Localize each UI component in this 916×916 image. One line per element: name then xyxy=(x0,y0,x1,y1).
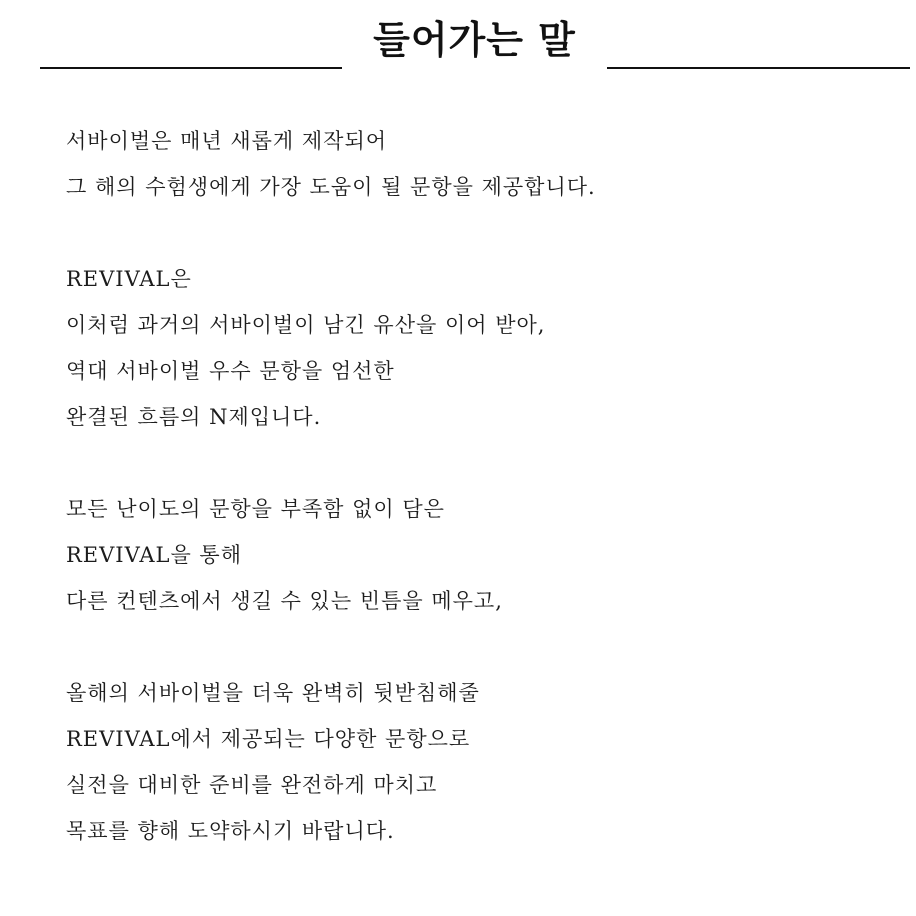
header-rule-right xyxy=(607,67,910,69)
text-line: REVIVAL에서 제공되는 다양한 문항으로 xyxy=(66,727,471,751)
text-line: REVIVAL은 xyxy=(66,267,192,291)
page-title: 들어가는 말 xyxy=(373,18,576,62)
paragraph-2 xyxy=(66,256,896,440)
text-line: 모든 난이도의 문항을 부족함 없이 담은 xyxy=(66,497,445,521)
header-rule-left xyxy=(40,67,342,69)
text-line: 역대 서바이벌 우수 문항을 엄선한 xyxy=(66,359,395,383)
paragraph-1 xyxy=(66,118,896,210)
text-line: 올해의 서바이벌을 더욱 완벽히 뒷받침해줄 xyxy=(66,681,480,705)
text-line: 완결된 흐름의 N제입니다. xyxy=(66,405,322,429)
intro-body xyxy=(66,118,896,900)
text-line: 이처럼 과거의 서바이벌이 남긴 유산을 이어 받아, xyxy=(66,313,546,337)
text-line: 서바이벌은 매년 새롭게 제작되어 xyxy=(66,129,388,153)
text-line: 실전을 대비한 준비를 완전하게 마치고 xyxy=(66,773,438,797)
text-line: 그 해의 수험생에게 가장 도움이 될 문항을 제공합니다. xyxy=(66,175,596,199)
paragraph-4 xyxy=(66,670,896,854)
text-line: 다른 컨텐츠에서 생길 수 있는 빈틈을 메우고, xyxy=(66,589,503,613)
paragraph-3 xyxy=(66,486,896,624)
section-header xyxy=(0,10,916,70)
text-line: REVIVAL을 통해 xyxy=(66,543,242,567)
text-line: 목표를 향해 도약하시기 바랍니다. xyxy=(66,819,395,843)
